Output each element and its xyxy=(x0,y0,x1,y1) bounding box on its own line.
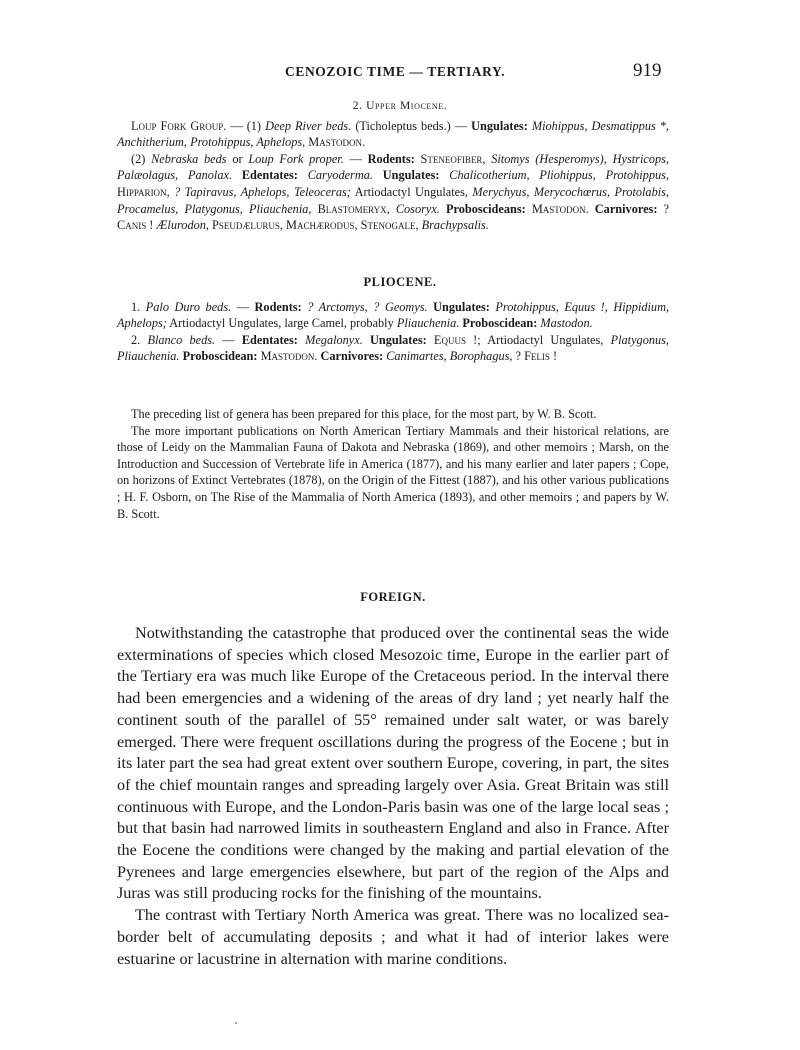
proboscidean-label: Proboscidean: xyxy=(459,316,538,331)
loup-fork-entry xyxy=(117,118,669,151)
ungulates-label: Ungulates: xyxy=(471,118,528,133)
running-title: CENOZOIC TIME — TERTIARY. xyxy=(285,64,506,79)
rodents-label: Rodents: xyxy=(254,299,302,314)
speck xyxy=(235,1022,237,1024)
foreign-paragraph-2: The contrast with Tertiary North America was great. There was no localized sea-border belt of accumulating deposits ; and what it had of interior lakes were estuarine or lacustrine in alternation with marine conditions. xyxy=(117,906,669,968)
artiodactyl-genera: Platygonus, Pliauchenia. xyxy=(117,332,669,364)
deep-river-beds: Deep River beds. xyxy=(265,118,352,133)
rodent-genera: ? Arctomys, ? Geomys. xyxy=(301,299,428,314)
pliocene-heading: PLIOCENE. xyxy=(363,275,437,289)
edentate-genera: Megalonyx. xyxy=(297,332,363,347)
dash: — xyxy=(215,332,242,347)
ungulate-genera: Protohippus, Equus !, Hippidium, Aphelops; xyxy=(117,299,670,331)
notes-paragraph-1: The preceding list of genera has been prepared for this place, for the most part, by W. B. Scott. xyxy=(131,407,597,421)
dash: — xyxy=(343,151,368,166)
upper-miocene-section xyxy=(117,98,669,234)
ungulate-genera-2: , ? Tapiravus, Aphelops, Teleoceras; xyxy=(166,184,351,199)
foreign-heading: FOREIGN. xyxy=(360,590,426,604)
period: . xyxy=(362,135,366,150)
edentate-genera: Caryoderma. xyxy=(297,168,373,183)
mastodon-name: Mastodon. xyxy=(537,316,593,331)
proboscideans-label: Proboscideans: xyxy=(439,201,526,216)
period: . xyxy=(585,201,589,216)
ungulate-genera: Chalicotherium, Pliohippus, Protohippus, xyxy=(439,168,669,183)
foreign-section xyxy=(117,590,669,970)
pliocene-section xyxy=(117,274,669,365)
pliauchenia: Pliauchenia. xyxy=(396,316,460,331)
steneofiber: Steneofiber xyxy=(414,151,483,166)
loup-fork-proper: Loup Fork proper. xyxy=(248,151,344,166)
carnivores-label: Carnivores: xyxy=(317,349,384,364)
brachypsalis: , Brachypsalis. xyxy=(415,218,489,233)
artiodactyl-text: Artiodactyl Ungulates, xyxy=(350,184,473,199)
carnivores-label: Carnivores: xyxy=(588,201,658,216)
blanco-entry xyxy=(117,332,669,365)
exclaim: ! xyxy=(549,349,558,364)
mastodon-name: Mastodon xyxy=(525,201,586,216)
palo-duro-beds: Palo Duro beds. xyxy=(145,299,232,314)
hipparion: Hipparion xyxy=(117,184,167,199)
ungulates-label: Ungulates: xyxy=(427,299,490,314)
or-text: or xyxy=(226,151,249,166)
genera-list: Miohippus, Desmatippus *, Anchitherium, Protohippus, Aphelops, xyxy=(117,118,670,150)
edentates-label: Edentates: xyxy=(241,332,298,347)
aelurodon: Ælurodon xyxy=(156,218,206,233)
foreign-paragraph-1: Notwithstanding the catastrophe that produced over the continental seas the wide exterminations of species which closed Mesozoic time, Europe in the earlier part of the Tertiary era was much like Europe of the Cretaceous period. In the interval there had been emergencies and a widening of the areas of dry land ; yet nearly half the continent south of the parallel of 55° remained under salt water, or was barely emerged. There were frequent oscillations during the progress of the Eocene ; but in its later part the sea had great extent over southern Europe, covering, in part, the sites of the chief mountain ranges and spreading largely over Asia. Great Britain was still continuous with Europe, and the London-Paris basin was one of the large local seas ; but that basin had narrowed limits in southeastern England and also in France. After the Eocene the conditions were changed by the making and partial elevation of the Pyrenees and large emergencies elsewhere, but part of the region of the Alps and Juras was still producing rocks for the finishing of the mountains. xyxy=(117,624,669,903)
period: . xyxy=(314,349,318,364)
entry-number: (2) xyxy=(131,151,152,166)
ticholeptus: (Ticholeptus beds.) — xyxy=(351,118,472,133)
equus: Equus xyxy=(426,332,466,347)
artiodactyl-text: Artiodactyl Ungulates, large Camel, probably xyxy=(166,316,397,331)
dash: — xyxy=(231,299,255,314)
proboscidean-label: Proboscidean: xyxy=(179,349,258,364)
page-number: 919 xyxy=(633,60,662,81)
running-head xyxy=(0,60,800,84)
ungulates-label: Ungulates: xyxy=(362,332,427,347)
artiodactyl-genera: Merychyus, Merycochœrus, Protolabis, Procamelus, Platygonus, Pliauchenia, xyxy=(117,184,669,216)
exclaim: ! xyxy=(146,218,157,233)
ungulates-label: Ungulates: xyxy=(372,168,440,183)
carnivore-genera: Pseudælurus, Machærodus, Stenogale xyxy=(212,218,416,233)
notes-section xyxy=(117,406,669,522)
comma: , xyxy=(205,218,213,233)
nebraska-entry xyxy=(117,151,669,234)
artiodactyl-text: !; Artiodactyl Ungulates, xyxy=(465,332,611,347)
canis: ? Canis xyxy=(117,201,669,233)
mastodon-name: Mastodon xyxy=(308,135,363,150)
edentates-label: Edentates: xyxy=(232,168,298,183)
cosoryx: , Cosoryx. xyxy=(386,201,440,216)
entry-number: 1. xyxy=(131,299,146,314)
foreign-body xyxy=(117,623,669,970)
rodents-label: Rodents: xyxy=(367,151,415,166)
blanco-beds: Blanco beds. xyxy=(147,332,216,347)
entry-number: 2. xyxy=(131,332,148,347)
rodent-genera: , Sitomys (Hesperomys), Hystricops, Palæolagus, Panolax. xyxy=(117,151,669,183)
question-mark: ? xyxy=(512,349,525,364)
felis: Felis xyxy=(524,349,550,364)
upper-miocene-heading: 2. Upper Miocene. xyxy=(352,100,448,112)
notes-paragraph-2: The more important publications on North American Tertiary Mammals and their historical relations, are those of Leidy on the Mammalian Fauna of Dakota and Nebraska (1869), and other memoirs ; Marsh, on the Introduction and Succession of Vertebrate life in America (1877), and his many earlier and later papers ; Cope, on horizons of Extinct Vertebrates (1878), on the Origin of the Fittest (1887), and his other various publications ; H. F. Osborn, on The Rise of the Mammalia of North America (1893), and other memoirs ; and papers by W. B. Scott. xyxy=(117,423,669,521)
blastomeryx: Blastomeryx xyxy=(317,201,387,216)
mastodon-name: Mastodon xyxy=(257,349,315,364)
loup-fork-lead: Loup Fork Group. — (1) xyxy=(131,118,266,133)
nebraska-beds: Nebraska beds xyxy=(151,151,227,166)
palo-duro-entry xyxy=(117,299,669,332)
carnivore-genera: Canimartes, Borophagus, xyxy=(383,349,513,364)
